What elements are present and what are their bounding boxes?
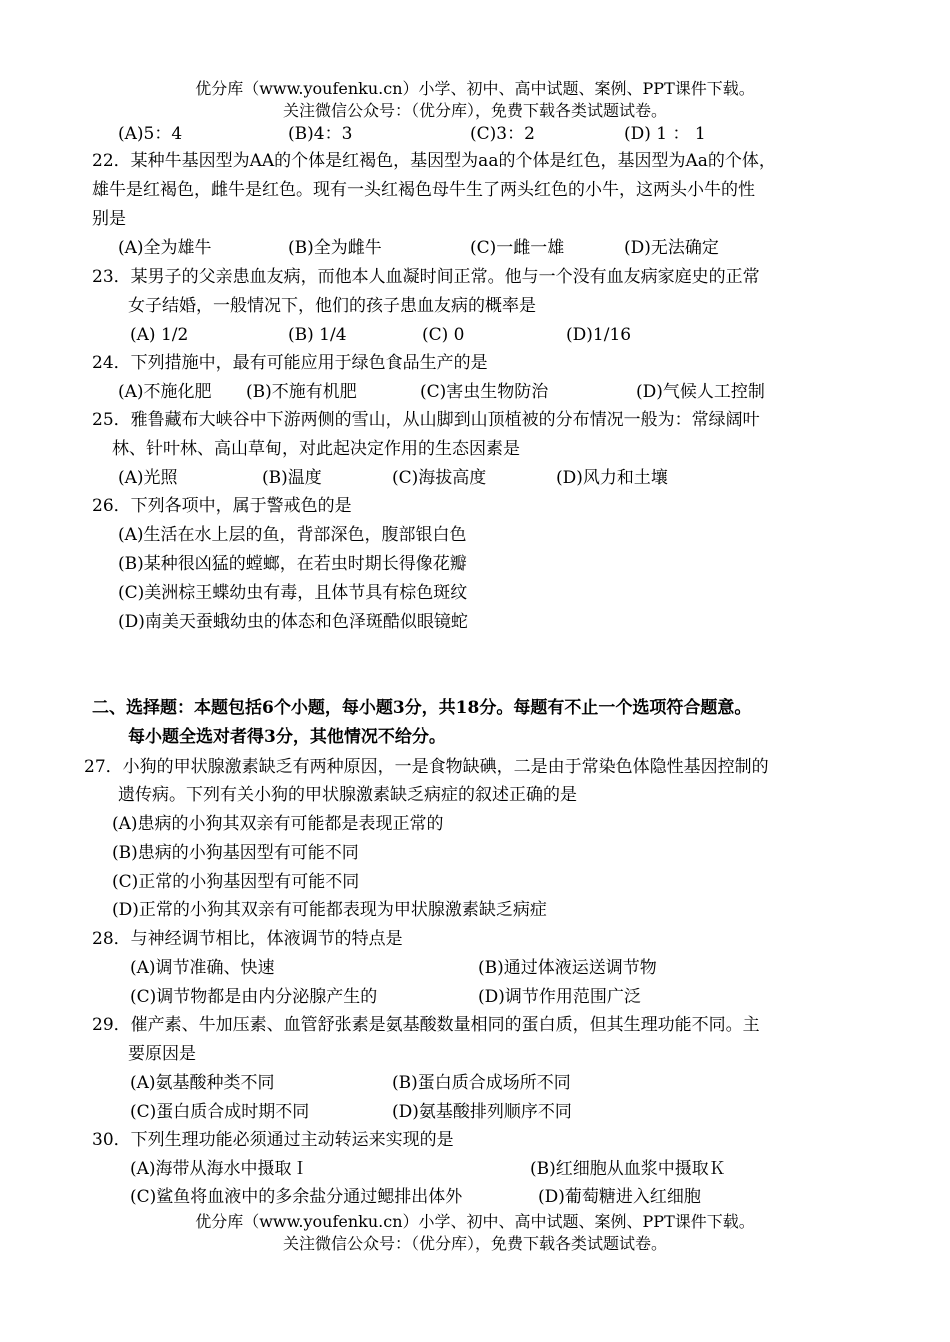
q21-option-c: (C)3：2 xyxy=(470,124,535,144)
q28-option-c: (C)调节物都是由内分泌腺产生的 xyxy=(130,987,378,1007)
footer-line-1: 优分库（www.youfenku.cn）小学、初中、高中试题、案例、PPT课件下载。 xyxy=(195,1212,755,1231)
q25-option-b: (B)温度 xyxy=(262,468,322,488)
q25-option-d: (D)风力和土壤 xyxy=(556,468,668,488)
q22-text-line-3: 别是 xyxy=(92,209,126,229)
q30-option-c: (C)鲨鱼将血液中的多余盐分通过鳃排出体外 xyxy=(130,1187,463,1207)
q29-option-b: (B)蛋白质合成场所不同 xyxy=(392,1073,571,1093)
q22-text-line-2: 雄牛是红褐色，雌牛是红色。现有一头红褐色母牛生了两头红色的小牛，这两头小牛的性 xyxy=(92,180,755,200)
q27-option-d: (D)正常的小狗其双亲有可能都表现为甲状腺激素缺乏病症 xyxy=(112,900,547,920)
q23-option-d: (D)1/16 xyxy=(566,325,632,345)
q29-option-a: (A)氨基酸种类不同 xyxy=(130,1073,275,1093)
q24-option-b: (B)不施有机肥 xyxy=(246,382,357,402)
q29-option-d: (D)氨基酸排列顺序不同 xyxy=(392,1102,572,1122)
q21-option-d: (D) 1 ： 1 xyxy=(624,124,706,144)
q27-option-b: (B)患病的小狗基因型有可能不同 xyxy=(112,843,359,863)
q23-option-a: (A) 1/2 xyxy=(130,325,189,345)
q26-text-line-1: 26．下列各项中，属于警戒色的是 xyxy=(92,496,352,516)
q22-option-d: (D)无法确定 xyxy=(624,238,719,258)
q22-option-a: (A)全为雄牛 xyxy=(118,238,212,258)
q29-text-line-1: 29．催产素、牛加压素、血管舒张素是氨基酸数量相同的蛋白质，但其生理功能不同。主 xyxy=(92,1015,760,1035)
q24-text-line-1: 24．下列措施中，最有可能应用于绿色食品生产的是 xyxy=(92,353,488,373)
q28-option-b: (B)通过体液运送调节物 xyxy=(478,958,657,978)
q30-option-d: (D)葡萄糖进入红细胞 xyxy=(538,1187,701,1207)
q30-text-line-1: 30．下列生理功能必须通过主动转运来实现的是 xyxy=(92,1130,454,1150)
q27-option-a: (A)患病的小狗其双亲有可能都是表现正常的 xyxy=(112,814,444,834)
q27-text-line-1: 27．小狗的甲状腺激素缺乏有两种原因，一是食物缺碘，二是由于常染色体隐性基因控制的 xyxy=(84,757,769,777)
q23-option-b: (B) 1/4 xyxy=(288,325,347,345)
q28-text-line-1: 28．与神经调节相比，体液调节的特点是 xyxy=(92,929,403,949)
q27-option-c: (C)正常的小狗基因型有可能不同 xyxy=(112,872,360,892)
q24-option-d: (D)气候人工控制 xyxy=(636,382,765,402)
q21-option-a: (A)5：4 xyxy=(118,124,183,144)
q25-option-c: (C)海拔高度 xyxy=(392,468,487,488)
q30-option-a: (A)海带从海水中摄取Ｉ xyxy=(130,1159,309,1179)
q28-option-a: (A)调节准确、快速 xyxy=(130,958,275,978)
q26-option-d: (D)南美天蚕蛾幼虫的体态和色泽斑酷似眼镜蛇 xyxy=(118,612,468,632)
footer-line-2: 关注微信公众号：（优分库），免费下载各类试题试卷。 xyxy=(282,1234,667,1253)
q25-text-line-1: 25．雅鲁藏布大峡谷中下游两侧的雪山，从山脚到山顶植被的分布情况一般为：常绿阔叶 xyxy=(92,410,760,430)
q25-option-a: (A)光照 xyxy=(118,468,178,488)
q28-option-d: (D)调节作用范围广泛 xyxy=(478,987,641,1007)
q30-option-b: (B)红细胞从血浆中摄取Ｋ xyxy=(530,1159,726,1179)
q21-option-b: (B)4：3 xyxy=(288,124,353,144)
section-2-heading-line-1: 二、选择题：本题包括6个小题，每小题3分，共18分。每题有不止一个选项符合题意。 xyxy=(92,698,752,718)
q26-option-c: (C)美洲棕王蝶幼虫有毒，且体节具有棕色斑纹 xyxy=(118,583,468,603)
q24-option-a: (A)不施化肥 xyxy=(118,382,212,402)
q26-option-b: (B)某种很凶猛的螳螂，在若虫时期长得像花瓣 xyxy=(118,554,467,574)
q29-option-c: (C)蛋白质合成时期不同 xyxy=(130,1102,310,1122)
q27-text-line-2: 遗传病。下列有关小狗的甲状腺激素缺乏病症的叙述正确的是 xyxy=(118,785,577,805)
q22-option-b: (B)全为雌牛 xyxy=(288,238,382,258)
q25-text-line-2: 林、针叶林、高山草甸，对此起决定作用的生态因素是 xyxy=(112,439,520,459)
q22-text-line-1: 22．某种牛基因型为AA的个体是红褐色，基因型为aa的个体是红色，基因型为Aa的个体， xyxy=(92,151,776,171)
q26-option-a: (A)生活在水上层的鱼，背部深色，腹部银白色 xyxy=(118,525,467,545)
q24-option-c: (C)害虫生物防治 xyxy=(420,382,549,402)
q23-text-line-2: 女子结婚，一般情况下，他们的孩子患血友病的概率是 xyxy=(128,296,536,316)
header-line-1: 优分库（www.youfenku.cn）小学、初中、高中试题、案例、PPT课件下载。 xyxy=(195,79,755,98)
header-line-2: 关注微信公众号：（优分库），免费下载各类试题试卷。 xyxy=(282,101,667,120)
section-2-heading-line-2: 每小题全选对者得3分，其他情况不给分。 xyxy=(128,727,446,747)
q23-text-line-1: 23．某男子的父亲患血友病，而他本人血凝时间正常。他与一个没有血友病家庭史的正常 xyxy=(92,267,760,287)
q29-text-line-2: 要原因是 xyxy=(128,1044,196,1064)
q22-option-c: (C)一雌一雄 xyxy=(470,238,565,258)
q23-option-c: (C) 0 xyxy=(422,325,465,345)
